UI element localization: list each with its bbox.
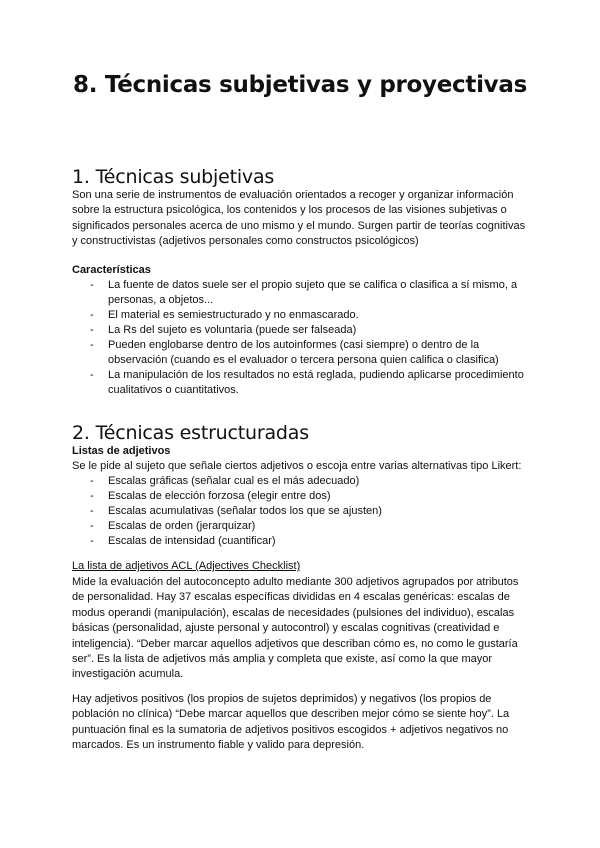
- list-item: - El material es semiestructurado y no enmascarado.: [90, 309, 359, 321]
- list-item: - Escalas de intensidad (cuantificar): [90, 535, 276, 547]
- section1-heading: 1. Técnicas subjetivas: [72, 166, 275, 188]
- scales-list: [72, 474, 532, 549]
- dash-bullet: -: [90, 339, 94, 351]
- list-item: - Escalas gráficas (señalar cual es el más adecuado): [90, 475, 360, 487]
- section2-heading: 2. Técnicas estructuradas: [72, 422, 309, 444]
- section2-intro: Se le pide al sujeto que señale ciertos adjetivos o escoja entre varias alternativas tipo Likert:: [72, 460, 522, 472]
- positive-negative-paragraph: Hay adjetivos positivos (los propios de sujetos deprimidos) y negativos (los propios de población no clínica) “Debe marcar aquellos que describen mejor cómo se siente hoy”. La puntuación final es la sumatoria de adjetivos positivos escogidos + adjetivos negativos no marcados. Es un instrumento fiable y valido para depresión.: [72, 693, 510, 752]
- dash-bullet: -: [90, 520, 94, 532]
- dash-bullet: -: [90, 535, 94, 547]
- list-item: - La manipulación de los resultados no está reglada, pudiendo aplicarse procedimiento cualitativos o cuantitativos.: [90, 369, 524, 396]
- document-title: 8. Técnicas subjetivas y proyectivas: [73, 72, 527, 98]
- dash-bullet: -: [90, 279, 94, 291]
- characteristics-heading: Características: [72, 264, 151, 276]
- list-item: - Escalas acumulativas (señalar todos los que se ajusten): [90, 505, 382, 517]
- acl-heading: La lista de adjetivos ACL (Adjectives Checklist): [72, 560, 301, 572]
- list-item: - Escalas de elección forzosa (elegir entre dos): [90, 490, 331, 502]
- adjective-lists-heading: Listas de adjetivos: [72, 445, 171, 457]
- list-item: - Pueden englobarse dentro de los autoinformes (casi siempre) o dentro de la observación (cuando es el evaluador o tercera persona quien califica o clasifica): [90, 339, 499, 366]
- list-item: - La Rs del sujeto es voluntaria (puede ser falseada): [90, 324, 357, 336]
- dash-bullet: -: [90, 505, 94, 517]
- dash-bullet: -: [90, 475, 94, 487]
- list-item: - Escalas de orden (jerarquizar): [90, 520, 256, 532]
- dash-bullet: -: [90, 309, 94, 321]
- dash-bullet: -: [90, 324, 94, 336]
- list-item: - La fuente de datos suele ser el propio sujeto que se califica o clasifica a sí mismo, a personas, a objetos...: [90, 279, 518, 306]
- dash-bullet: -: [90, 369, 94, 381]
- dash-bullet: -: [90, 490, 94, 502]
- section1-intro: Son una serie de instrumentos de evaluación orientados a recoger y organizar información sobre la estructura psicológica, los contenidos y los procesos de las visiones subjetivas o significados personales acerca de uno mismo y el mundo. Surgen partir de teorías cognitivas y constructivistas (adjetivos personales como constructos psicológicos): [72, 189, 526, 248]
- acl-paragraph: Mide la evaluación del autoconcepto adulto mediante 300 adjetivos agrupados por atributos de personalidad. Hay 37 escalas específicas divididas en 4 escalas genéricas: escalas de modus operandi (manipulación), escalas de necesidades (pulsiones del individuo), escalas básicas (personalidad, ajuste personal y autocontrol) y escalas cognitivas (creatividad e inteligencia). “Deber marcar aquellos adjetivos que describan cómo es, no como le gustaría ser”. Es la lista de adjetivos más amplia y completa que existe, así como la que mayor investigación acumula.: [72, 576, 519, 681]
- characteristics-list: [72, 278, 532, 398]
